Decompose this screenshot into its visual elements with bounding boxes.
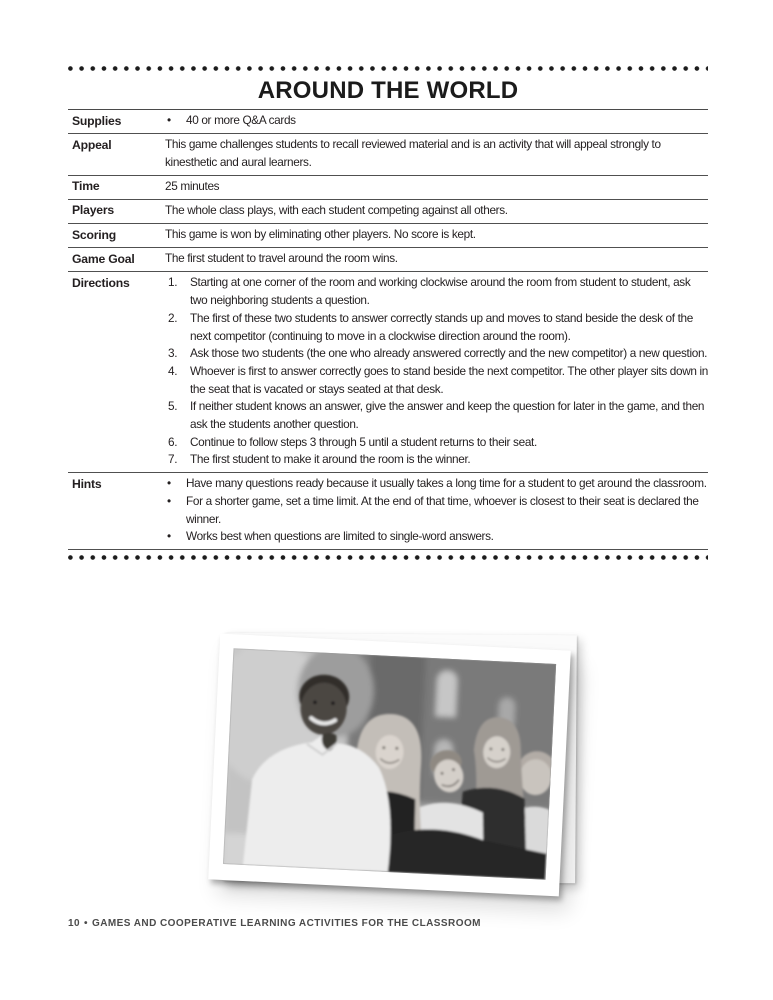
- row-label: Game Goal: [72, 251, 135, 266]
- list-item: [165, 528, 708, 546]
- step-number: 5.: [168, 399, 178, 414]
- step-text: Starting at one corner of the room and working clockwise around the room from student to student, ask two neighboring students a question.: [190, 275, 691, 308]
- step-text: Whoever is first to answer correctly goes to stand beside the next competitor. The other player sits down in the seat that is vacated or stays seated at that desk.: [190, 363, 709, 396]
- bullet-icon: •: [167, 113, 171, 127]
- step-text: Continue to follow steps 3 through 5 until a student returns to their seat.: [190, 434, 537, 449]
- row-label: Directions: [72, 275, 130, 290]
- footer-separator-icon: •: [84, 918, 88, 929]
- table-row-scoring: [68, 224, 708, 248]
- table-row-supplies: [68, 110, 708, 134]
- table-row-game-goal: [68, 248, 708, 272]
- numbered-step: [165, 345, 708, 363]
- row-content: [165, 274, 708, 469]
- step-text: If neither student knows an answer, give the answer and keep the question for later in the game, and then ask the students another question.: [190, 399, 705, 432]
- page-title: AROUND THE WORLD: [68, 77, 708, 110]
- numbered-step: [165, 310, 708, 345]
- table-row-directions: [68, 272, 708, 473]
- bullet-icon: •: [167, 493, 171, 508]
- students-photo-image: [223, 648, 556, 880]
- list-item: [165, 475, 708, 493]
- step-text: The first student to make it around the room is the winner.: [190, 452, 471, 467]
- row-content: The first student to travel around the room wins.: [165, 251, 398, 266]
- numbered-step: [165, 434, 708, 452]
- row-label: Supplies: [72, 113, 122, 128]
- list-item: [165, 112, 708, 130]
- bullet-icon: •: [167, 529, 171, 544]
- table-row-time: [68, 176, 708, 200]
- step-number: 1.: [168, 275, 178, 290]
- row-label: Time: [72, 179, 100, 194]
- step-number: 4.: [168, 363, 178, 378]
- row-content: [165, 112, 708, 130]
- list-item-text: Have many questions ready because it usually takes a long time for a student to get around the classroom.: [186, 476, 707, 491]
- list-item-text: For a shorter game, set a time limit. At the end of that time, whoever is closest to their seat is declared the winner.: [186, 493, 699, 526]
- row-content: This game challenges students to recall reviewed material and is an activity that will appeal strongly to kinesthetic and aural learners.: [165, 137, 661, 169]
- photo-frame: [208, 634, 571, 897]
- row-label: Hints: [72, 476, 102, 491]
- row-label: Appeal: [72, 137, 112, 152]
- page-number: 10: [68, 918, 81, 929]
- table-row-hints: [68, 473, 708, 550]
- step-text: The first of these two students to answer correctly stands up and moves to stand beside the desk of the next competitor (continuing to move in a clockwise direction around the room).: [190, 310, 693, 343]
- numbered-step: [165, 451, 708, 469]
- step-text: Ask those two students (the one who already answered correctly and the new competitor) a new question.: [190, 346, 708, 361]
- step-number: 3.: [168, 346, 178, 361]
- table-row-players: [68, 200, 708, 224]
- step-number: 7.: [168, 452, 178, 467]
- bullet-icon: •: [167, 476, 171, 491]
- row-label: Players: [72, 203, 114, 218]
- row-content: This game is won by eliminating other players. No score is kept.: [165, 227, 476, 242]
- numbered-step: [165, 398, 708, 433]
- step-number: 6.: [168, 434, 178, 449]
- activity-table: [68, 66, 708, 560]
- dotted-rule-top: [68, 66, 708, 71]
- table-row-appeal: [68, 134, 708, 175]
- numbered-step: [165, 363, 708, 398]
- row-content: [165, 475, 708, 546]
- page-footer: [68, 918, 481, 929]
- row-content: 25 minutes: [165, 178, 220, 193]
- dotted-rule-bottom: [68, 555, 708, 560]
- row-content: The whole class plays, with each student competing against all others.: [165, 202, 508, 217]
- step-number: 2.: [168, 310, 178, 325]
- list-item-text: 40 or more Q&A cards: [186, 113, 296, 127]
- list-item: [165, 493, 708, 528]
- row-label: Scoring: [72, 227, 116, 242]
- book-title: GAMES AND COOPERATIVE LEARNING ACTIVITIES FOR THE CLASSROOM: [91, 918, 481, 929]
- list-item-text: Works best when questions are limited to single-word answers.: [186, 529, 494, 544]
- numbered-step: [165, 274, 708, 309]
